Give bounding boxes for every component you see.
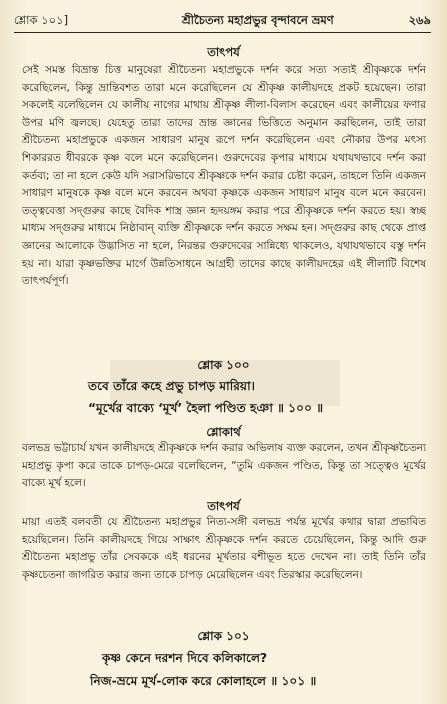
- purport-paragraph: সেই সমস্ত বিভ্রান্ত চিত্ত মানুষেরা শ্রীচৈতন্য মহাপ্রভুকে দর্শন করে সত্য সত্যই শ্রীকৃষ্ণকে দর্শন করেছিলেন, কিন্তু ভ্রান্তিবশত তারা মনে করেছিলেন যে শ্রীকৃষ্ণ কালীয়দহে প্রকট হয়েছেন। তারা সকলেই বলেছিলেন যে কালীয় নাগের মাথায় শ্রীকৃষ্ণ লীলা-বিলাস করেছেন এবং কালীয়ের ফণার উপর মণি জ্বলছে। যেহেতু তারা তাদের ভ্রান্ত জ্ঞানের ভিত্তিতে অনুমান করছিলেন, তাই তারা শ্রীচৈতন্য মহাপ্রভুকে একজন সাধারণ মানুষ রূপে দর্শন করেছিলেন এবং নৌকার উপর মৎস্য শিকাররত ধীবরকে কৃষ্ণ বলে মনে করেছিলেন। গুরুদেবের কৃপার মাধ্যমে যথাযথভাবে দর্শন করা কর্তব্য; তা না হলে কেউ যদি সরাসরিভাবে শ্রীকৃষ্ণকে দর্শন করার চেষ্টা করেন, তাহলে তিনি একজন সাধারণ মানুষকে কৃষ্ণ বলে মনে করবেন অথবা কৃষ্ণকে একজন সাধারণ মানুষ বলে মনে করবেন। তত্ত্ববেত্তা সদ্গুরুর কাছে বৈদিক শাস্ত্র জ্ঞান হৃদয়ঙ্গম করার পরে শ্রীকৃষ্ণকে দর্শন করতে হয়। স্বচ্ছ মাধ্যম সদ্গুরুর মাধ্যমে নিষ্ঠাবান্ ব্যক্তি শ্রীকৃষ্ণকে দর্শন করতে সক্ষম হন। সদ্গুরুর কাছ থেকে প্রাপ্ত জ্ঞানের আলোকে উদ্ভাসিত না হলে, নিরন্তর গুরুদেবের সান্নিধ্যে থাকলেও, যথাযথভাবে বস্তু দর্শন হয় না। যারা কৃষ্ণভক্তির মার্গে উন্নতিসাধনে আগ্রহী তাদের কাছে কালীয়দহের এই লীলাটি বিশেষ তাৎপর্যপূর্ণ।: [22, 64, 426, 288]
- verse-101-label: শ্লোক ১০১: [197, 629, 250, 643]
- running-title: শ্রীচৈতন্য মহাপ্রভুর বৃন্দাবনে ভ্রমণ: [182, 13, 334, 27]
- purport-paragraph-2: মায়া এতই বলবতী যে শ্রীচৈতন্য মহাপ্রভুর নিত্য-সঙ্গী বলভদ্র পর্যন্ত মূর্খের কথার দ্বারা প্রভাবিত হয়েছিলেন। তিনি কালীয়দহে গিয়ে সাক্ষাৎ শ্রীকৃষ্ণকে দর্শন করতে চেয়েছিলেন, কিন্তু আদি গুরু শ্রীচৈতন্য মহাপ্রভু তাঁর সেবককে এই ধরনের মূর্খতার বশীভূত হতে দেখেন না। তাই তিনি তাঁর কৃষ্ণচেতনা জাগরিত করার জন্য তাকে চাপড় মেরেছিলেন এবং তিরস্কার করেছিলেন।: [22, 516, 426, 581]
- page-header: [14, 10, 431, 33]
- translation-heading: শ্লোকার্থ: [206, 425, 241, 439]
- verse-100-line-2: “মূর্খের বাক্যে ‘মূর্খ’ হৈলা পণ্ডিত হঞা ॥ ১০০ ॥: [88, 401, 324, 415]
- verse-101-line-2: নিজ-ভ্রমে মূর্খ-লোক করে কোলাহলে ॥ ১০১ ॥: [90, 674, 317, 688]
- purport-heading: তাৎপর্য: [207, 45, 240, 59]
- purport-heading-2: তাৎপর্য: [207, 499, 240, 513]
- chapter-verse-ref: শ্লোক ১০১]: [14, 13, 69, 27]
- verse-100-label: শ্লোক ১০০: [197, 358, 250, 372]
- translation-paragraph: বলভদ্র ভট্টাচার্য যখন কালীয়দহে শ্রীকৃষ্ণকে দর্শন করার অভিলাষ ব্যক্ত করলেন, তখন শ্রীকৃষ্ণচৈতন্য মহাপ্রভু কৃপা করে তাকে চাপড়-মেরে বলেছিলেন, “তুমি একজন পণ্ডিত, কিন্তু তা সত্ত্বেও মূর্খের বাক্যে মূর্খ হলে।: [22, 442, 426, 490]
- verse-101-line-1: কৃষ্ণ কেনে দরশন দিবে কলিকালে?: [102, 651, 268, 665]
- page-number: ২৬৯: [408, 13, 431, 27]
- verse-100-line-1: তবে তাঁরে কহে প্রভু চাপড় মারিয়া।: [88, 379, 255, 393]
